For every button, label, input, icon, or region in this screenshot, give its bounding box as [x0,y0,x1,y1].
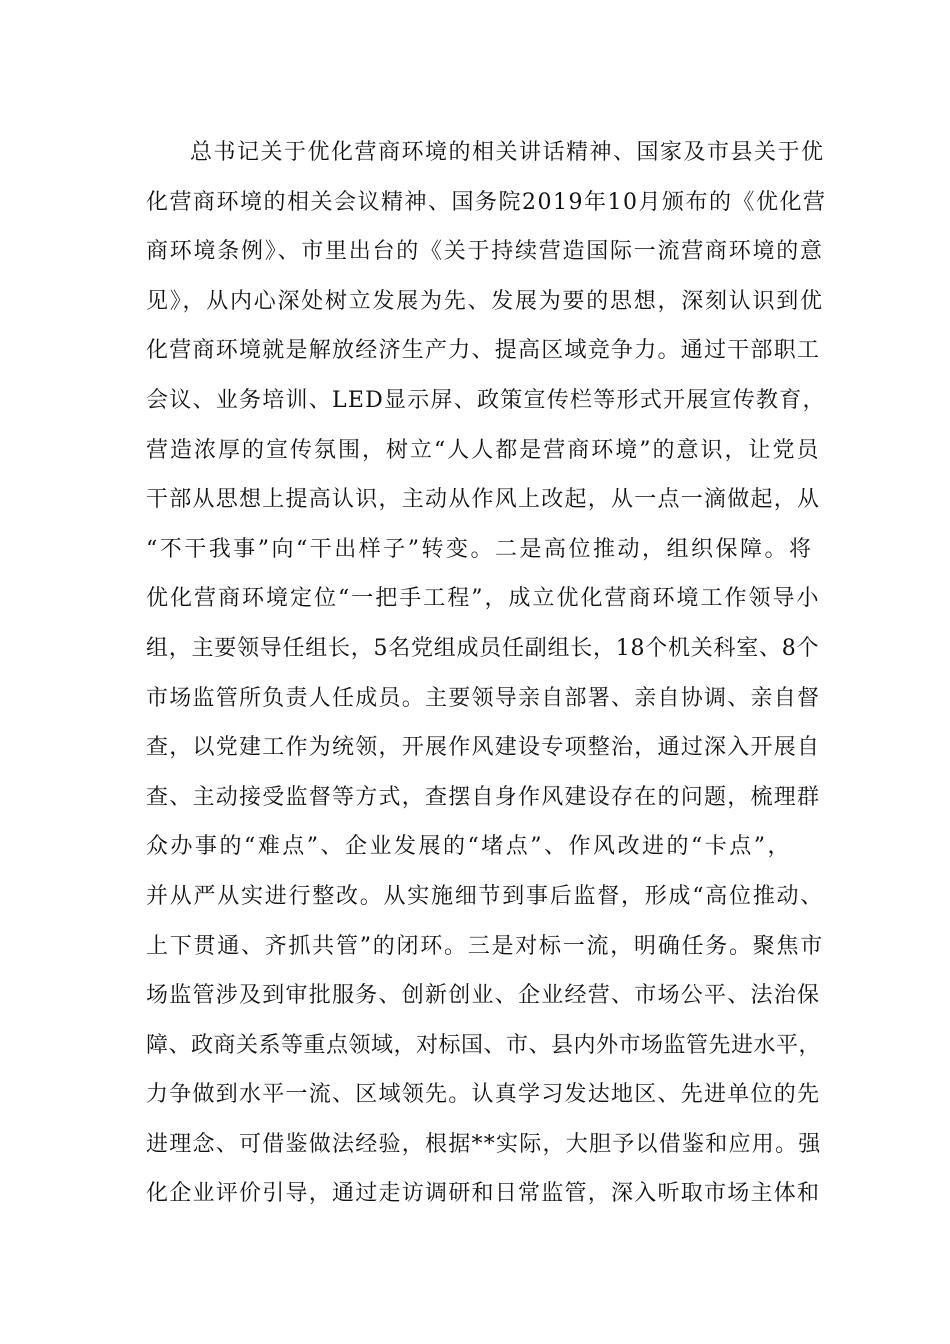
text-line: “不干我事”向“干出样子”转变。二是高位推动，组织保障。将 [146,536,814,562]
text-line: 查，以党建工作为统领，开展作风建设专项整治，通过深入开展自 [146,735,821,761]
text-line: 商环境条例》、市里出台的《关于持续营造国际一流营商环境的意 [146,239,824,265]
text-line: 市场监管所负责人任成员。主要领导亲自部署、亲自协调、亲自督 [146,685,821,711]
text-line: 化企业评价引导，通过走访调研和日常监管，深入听取市场主体和 [146,1181,821,1207]
body-paragraph [146,128,826,1219]
text-line: 众办事的“难点”、企业发展的“堵点”、作风改进的“卡点”， [146,834,792,860]
text-line: 并从严从实进行整改。从实施细节到事后监督，形成“高位推动、 [146,883,824,909]
text-line: 营造浓厚的宣传氛围，树立“人人都是营商环境”的意识，让党员 [146,437,821,463]
text-line: 上下贯通、齐抓共管”的闭环。三是对标一流，明确任务。聚焦市 [146,933,824,959]
text-line: 化营商环境就是解放经济生产力、提高区域竞争力。通过干部职工 [146,338,821,364]
text-line: 组，主要领导任组长，5名党组成员任副组长，18个机关科室、8个 [146,635,820,661]
text-line: 场监管涉及到审批服务、创新创业、企业经营、市场公平、法治保 [146,983,821,1009]
text-line: 总书记关于优化营商环境的相关讲话精神、国家及市县关于优 [190,140,825,165]
text-line: 优化营商环境定位“一把手工程”，成立优化营商环境工作领导小 [146,586,821,612]
text-line: 力争做到水平一流、区域领先。认真学习发达地区、先进单位的先 [146,1082,821,1108]
text-line: 会议、业务培训、LED显示屏、政策宣传栏等形式开展宣传教育， [146,387,826,413]
text-line: 进理念、可借鉴做法经验，根据**实际，大胆予以借鉴和应用。强 [146,1131,822,1157]
text-line: 干部从思想上提高认识，主动从作风上改起，从一点一滴做起，从 [146,487,821,513]
text-line: 障、政商关系等重点领域，对标国、市、县内外市场监管先进水平， [146,1032,822,1058]
text-line: 化营商环境的相关会议精神、国务院2019年10月颁布的《优化营 [146,189,827,215]
text-line: 查、主动接受监督等方式，查摆自身作风建设存在的问题，梳理群 [146,784,821,810]
text-line: 见》，从内心深处树立发展为先、发展为要的思想，深刻认识到优 [146,288,824,314]
